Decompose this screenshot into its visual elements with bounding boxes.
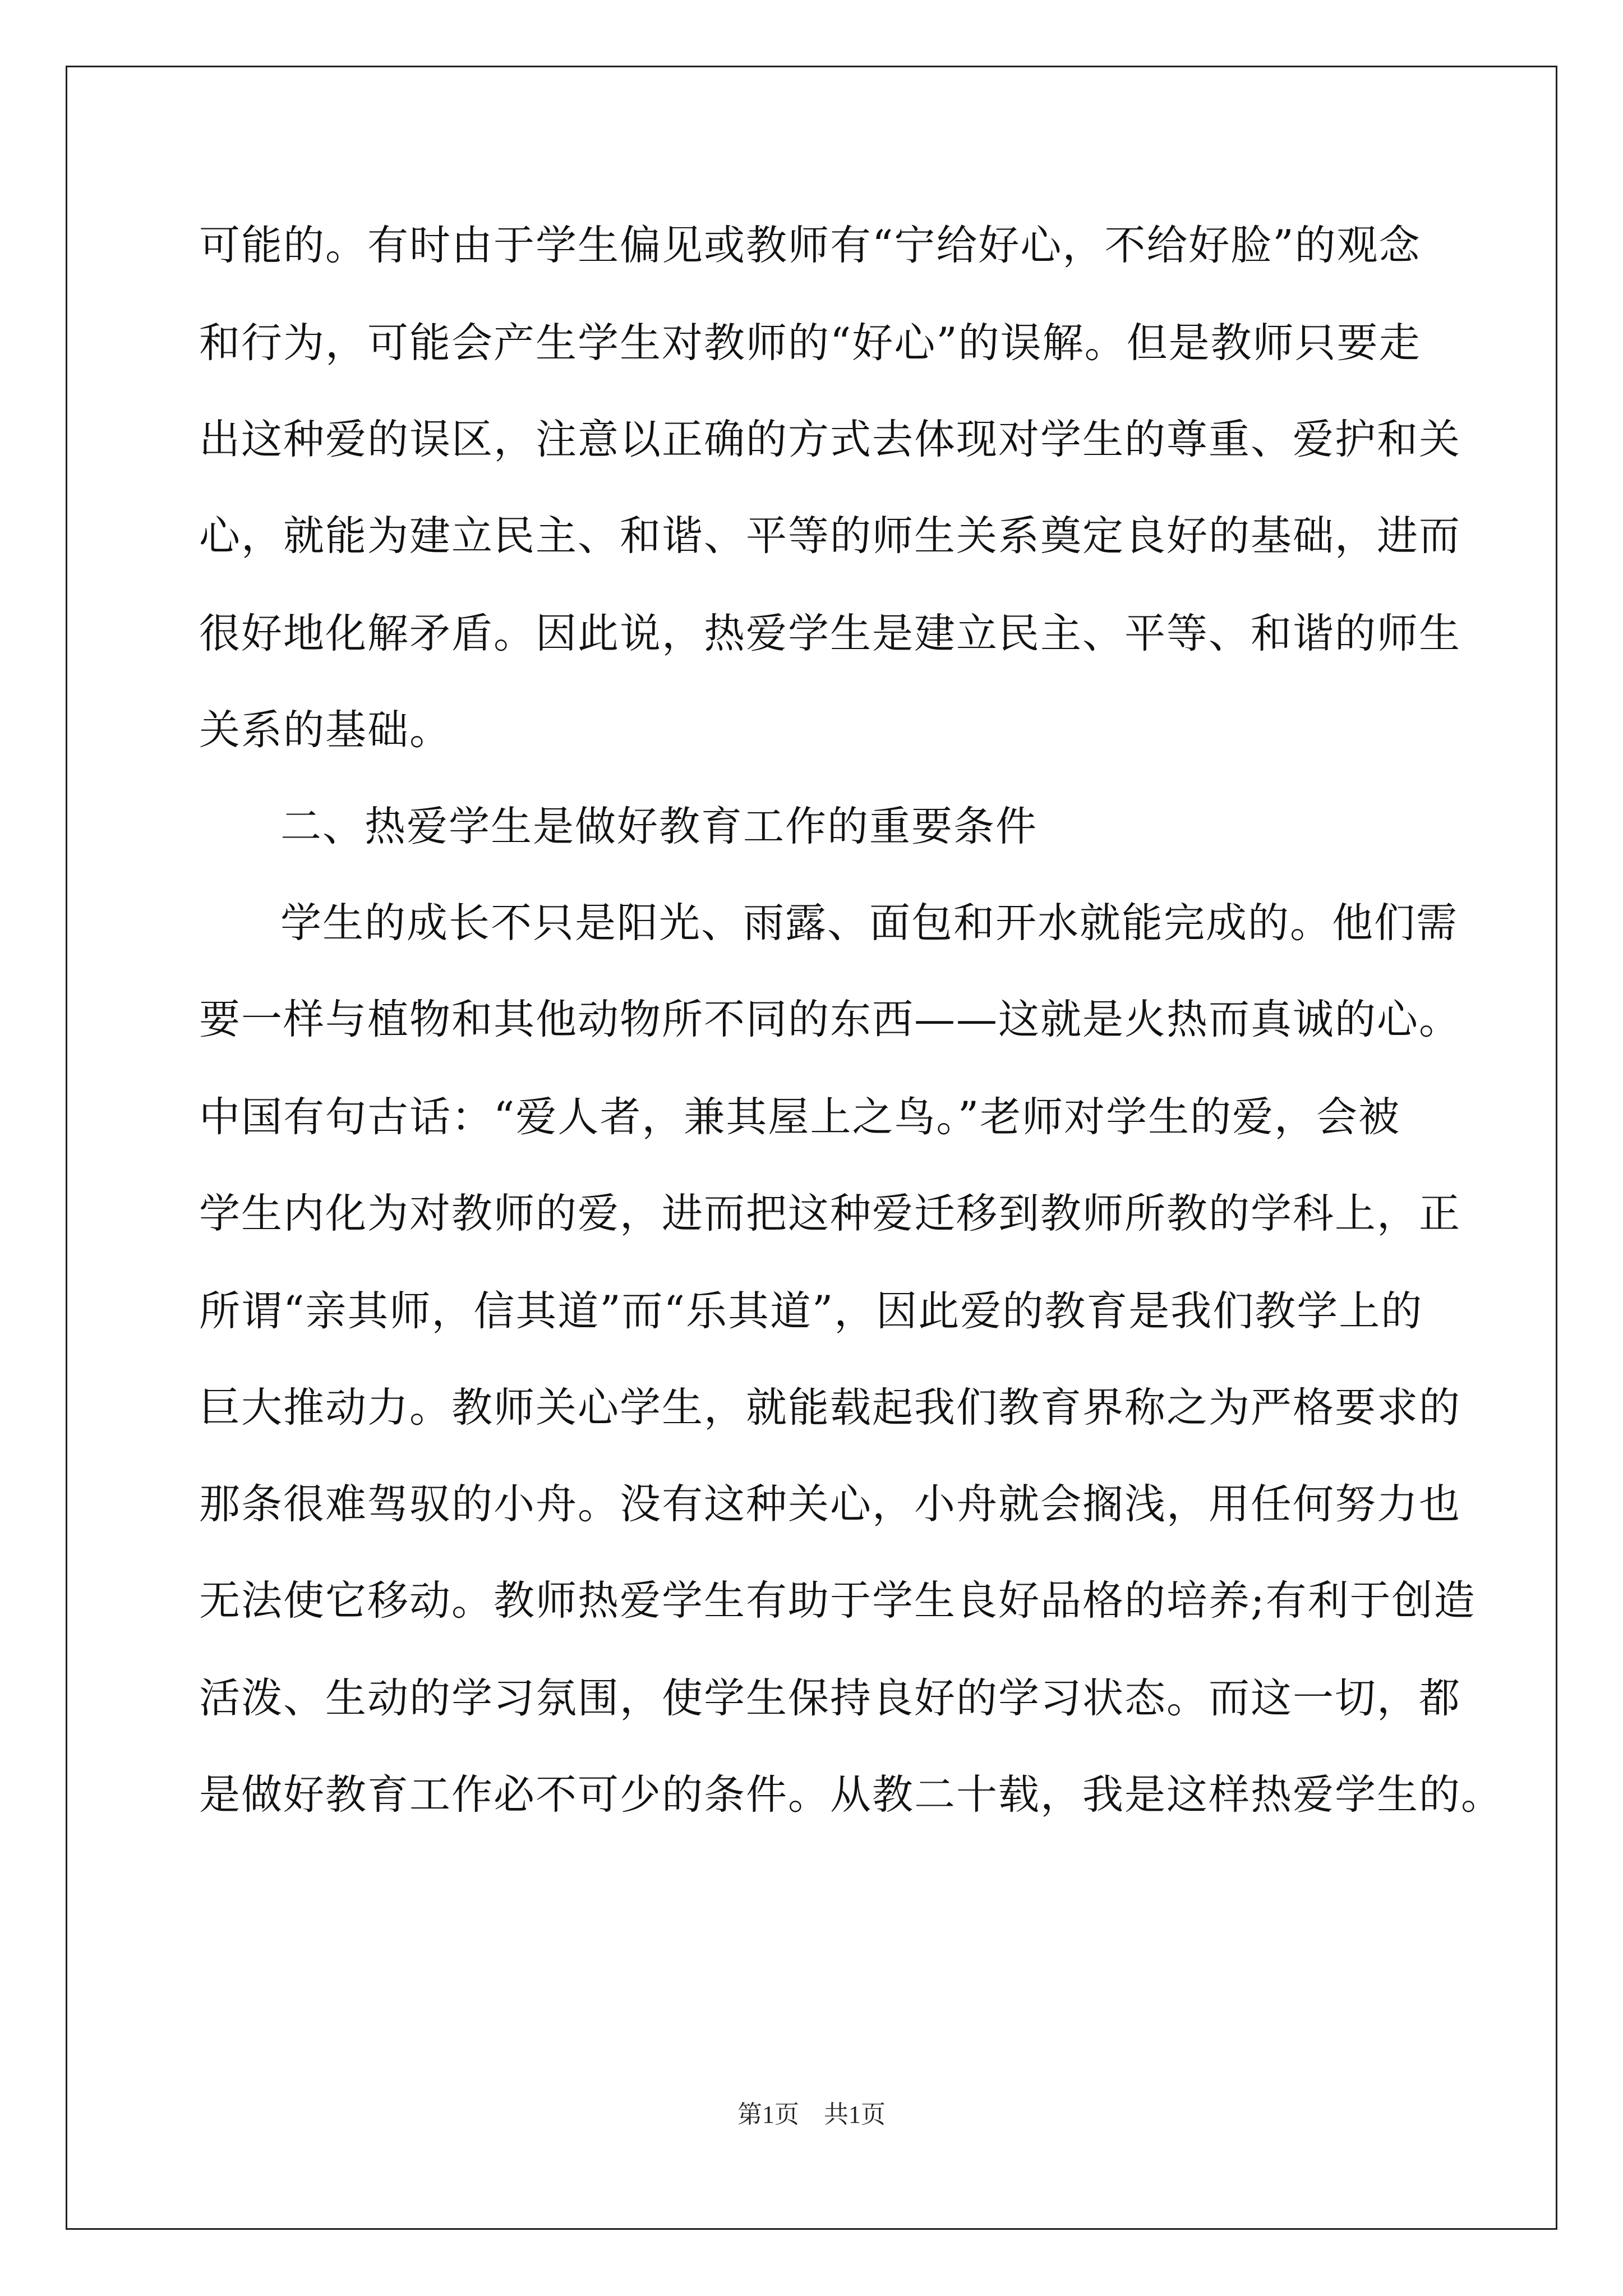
paragraph-line: 巨大推动力。教师关心学生，就能载起我们教育界称之为严格要求的 xyxy=(199,1384,1461,1432)
paragraph-line: 很好地化解矛盾。因此说，热爱学生是建立民主、平等、和谐的师生 xyxy=(199,610,1461,657)
paragraph-line: 是做好教育工作必不可少的条件。从教二十载，我是这样热爱学生的。 xyxy=(199,1771,1503,1819)
paragraph-line: 心，就能为建立民主、和谐、平等的师生关系奠定良好的基础，进而 xyxy=(199,512,1461,560)
page-footer: 第1页 共1页 xyxy=(737,2101,886,2128)
paragraph-line: 学生的成长不只是阳光、雨露、面包和开水就能完成的。他们需 xyxy=(280,899,1458,947)
paragraph-line: 关系的基础。 xyxy=(199,706,451,754)
paragraph-line: 学生内化为对教师的爱，进而把这种爱迁移到教师所教的学科上，正 xyxy=(199,1190,1461,1237)
page-border xyxy=(66,66,1557,2230)
paragraph-line: 可能的。有时由于学生偏见或教师有“宁给好心，不给好脸”的观念 xyxy=(199,222,1421,269)
paragraph-line: 和行为，可能会产生学生对教师的“好心”的误解。但是教师只要走 xyxy=(199,319,1421,367)
section-heading: 二、热爱学生是做好教育工作的重要条件 xyxy=(280,803,1038,850)
paragraph-line: 中国有句古话：“爱人者，兼其屋上之鸟。”老师对学生的爱，会被 xyxy=(199,1093,1401,1141)
paragraph-line: 出这种爱的误区，注意以正确的方式去体现对学生的尊重、爱护和关 xyxy=(199,416,1461,463)
paragraph-line: 那条很难驾驭的小舟。没有这种关心，小舟就会搁浅，用任何努力也 xyxy=(199,1480,1461,1528)
paragraph-line: 活泼、生动的学习氛围，使学生保持良好的学习状态。而这一切，都 xyxy=(199,1674,1461,1722)
paragraph-line: 无法使它移动。教师热爱学生有助于学生良好品格的培养;有利于创造 xyxy=(199,1577,1476,1625)
paragraph-line: 要一样与植物和其他动物所不同的东西——这就是火热而真诚的心。 xyxy=(199,996,1461,1043)
paragraph-line: 所谓“亲其师，信其道”而“乐其道”，因此爱的教育是我们教学上的 xyxy=(199,1287,1423,1335)
